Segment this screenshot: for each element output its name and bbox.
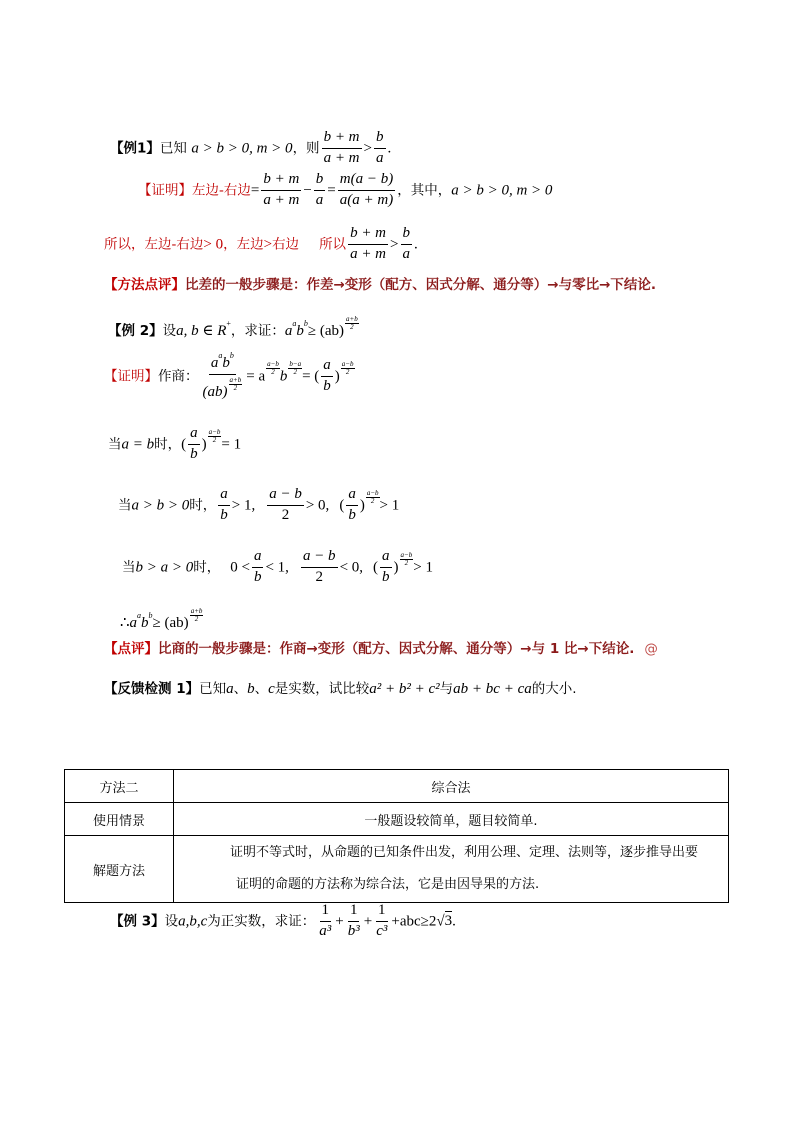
case-b-greater-a: 当b > a > 0时， 0 < $\frac{a}{b}$ < 1, $\frac{a - b}{2}$ < 0, ( $\frac{a}{b}$ ) $\frac{a-b}{2}$ > 1 xyxy=(122,548,433,585)
proof-1-tag: 【证明】 xyxy=(138,182,192,199)
table-row xyxy=(65,770,729,803)
method-comment-1: 【方法点评】比差的一般步骤是：作差→变形（配方、因式分解、通分等）→与零比→下结论. xyxy=(104,277,657,293)
table-cell: 解题方法 xyxy=(65,836,174,903)
example-1: 【例1】已知 a > b > 0, m > 0，则 $\frac{b + m}{a + m}$ > $\frac{b}{a}$ . xyxy=(110,129,392,166)
proof-2: 【证明】作商： $a^ab^b$ (ab) $\frac{a+b}{2}$ = a $\frac{a-b}{2}$ b $\frac{b-a}{2}$ = ( $\frac{a}{b}$ ) $\frac{a-b}{2}$ xyxy=(104,351,354,400)
example-3: 【例 3】设a,b,c为正实数，求证： $\frac{1}{\text{a³}}$ + $\frac{1}{\text{b³}}$ + $\frac{1}{\text{c³}}$ +abc≥2√3. xyxy=(110,902,456,939)
conclusion-2: $\therefore a^ab^b\ge (ab)$ $\frac{a+b}{2}$ xyxy=(120,607,203,631)
fraction: $\frac{b + m}{a + m}$ xyxy=(323,129,360,166)
table-row xyxy=(65,803,729,836)
example-1-condition: a > b > 0, m > 0 xyxy=(191,140,293,157)
table-cell: 方法二 xyxy=(65,770,174,803)
fraction: $\frac{b + m}{a + m}$ xyxy=(350,225,387,262)
fraction: $\frac{b}{a}$ xyxy=(402,225,410,262)
proof-1: 【证明】左边-右边= $\frac{b + m}{a + m}$ − $\frac{b}{a}$ = $\frac{m(a - b)}{a(a + m)}$ ，其中，a > b > 0, m > 0 xyxy=(138,171,553,208)
example-1-tag: 【例1】 xyxy=(110,140,160,157)
feedback-check-1: 【反馈检测 1】已知a、b、c是实数，试比较a² + b² + c²与ab + bc + ca的大小. xyxy=(104,681,577,697)
fraction: $\frac{a}{b}$ xyxy=(323,357,331,394)
example-2: 【例 2】设a, b ∈ R+，求证：$a^ab^b\ge (ab)$ $\frac{a+b}{2}$ xyxy=(108,315,358,339)
table-cell: 证明不等式时，从命题的已知条件出发，利用公理、定理、法则等，逐步推导出要 证明的命题的方法称为综合法，它是由因导果的方法. xyxy=(174,836,729,903)
conclusion-1: 所以，左边-右边> 0，左边>右边 所以 $\frac{b + m}{a + m}$ > $\frac{b}{a}$ . xyxy=(104,225,418,262)
exponent-fraction: $\frac{a+b}{2}$ xyxy=(346,315,358,331)
fraction: $\frac{m(a - b)}{a(a + m)}$ xyxy=(339,171,394,208)
case-a-equals-b: 当a = b时，( $\frac{a}{b}$ ) $\frac{a-b}{2}$ = 1 xyxy=(108,425,242,462)
table-cell: 使用情景 xyxy=(65,803,174,836)
method-table xyxy=(64,769,729,903)
fraction: $\frac{b}{a}$ xyxy=(376,129,384,166)
fraction: $\frac{b + m}{a + m}$ xyxy=(263,171,300,208)
method-comment-2: 【点评】比商的一般步骤是：作商→变形（配方、因式分解、通分等）→与 1 比→下结论. @ xyxy=(104,641,658,657)
table-cell: 一般题设较简单，题目较简单. xyxy=(174,803,729,836)
case-a-greater-b: 当a > b > 0时， $\frac{a}{b}$ > 1, $\frac{a - b}{2}$ > 0, ( $\frac{a}{b}$ ) $\frac{a-b}{2}$ > 1 xyxy=(118,486,400,523)
table-cell: 综合法 xyxy=(174,770,729,803)
fraction: $\frac{b}{a}$ xyxy=(315,171,324,208)
quotient-fraction: $a^ab^b$ (ab) $\frac{a+b}{2}$ xyxy=(202,351,242,400)
table-row xyxy=(65,836,729,903)
